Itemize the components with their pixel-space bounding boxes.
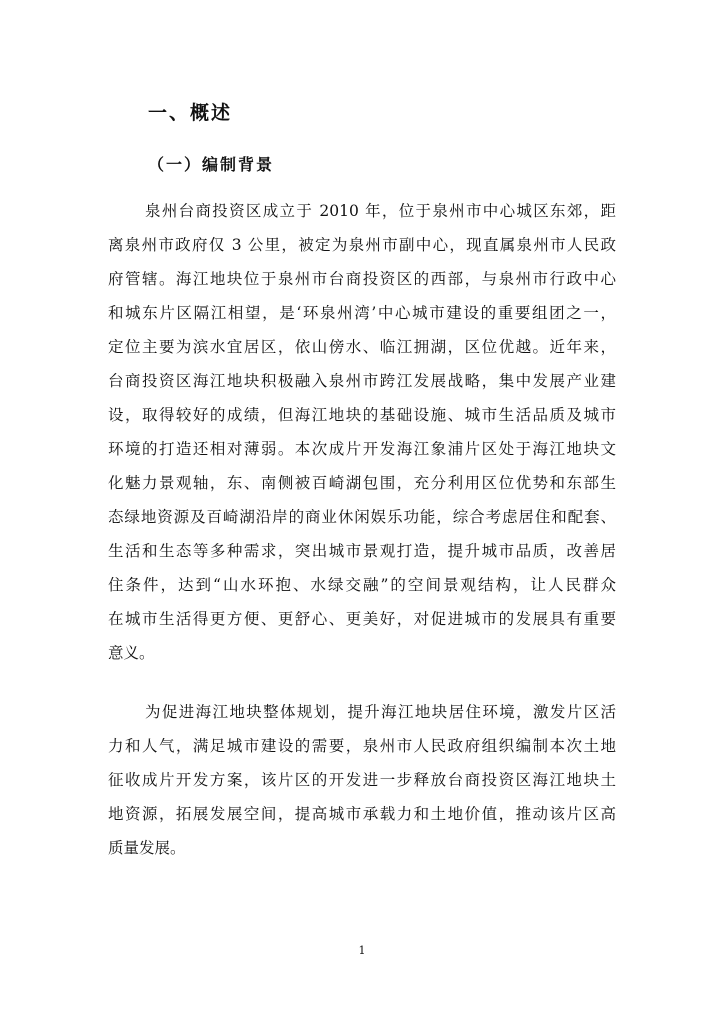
page-number: 1: [358, 944, 366, 957]
text-line: 化魅力景观轴，东、南侧被百崎湖包围，充分利用区位优势和东部生: [108, 474, 616, 492]
section-heading: 一、概述: [148, 102, 233, 124]
text-line: 意义。: [108, 644, 155, 662]
text-line: 质量发展。: [108, 839, 186, 857]
text-line: 住条件，达到“山水环抱、水绿交融”的空间景观结构，让人民群众: [108, 576, 616, 594]
text-line: 泉州台商投资区成立于 2010 年，位于泉州市中心城区东郊，距: [145, 202, 616, 220]
text-line: 为促进海江地块整体规划，提升海江地块居住环境，激发片区活: [145, 703, 616, 721]
text-line: 府管辖。海江地块位于泉州市台商投资区的西部，与泉州市行政中心: [108, 270, 616, 288]
text-line: 台商投资区海江地块积极融入泉州市跨江发展战略，集中发展产业建: [108, 372, 616, 390]
text-line: 态绿地资源及百崎湖沿岸的商业休闲娱乐功能，综合考虑居住和配套、: [108, 508, 616, 526]
text-line: 力和人气，满足城市建设的需要，泉州市人民政府组织编制本次土地: [108, 737, 616, 755]
subsection-heading: （一）编制背景: [148, 155, 275, 174]
text-line: 生活和生态等多种需求，突出城市景观打造，提升城市品质，改善居: [108, 542, 616, 560]
text-line: 在城市生活得更方便、更舒心、更美好，对促进城市的发展具有重要: [108, 610, 616, 628]
text-line: 和城东片区隔江相望，是‘环泉州湾’中心城市建设的重要组团之一，: [108, 304, 616, 322]
text-line: 环境的打造还相对薄弱。本次成片开发海江象浦片区处于海江地块文: [108, 440, 616, 458]
text-line: 地资源，拓展发展空间，提高城市承载力和土地价值，推动该片区高: [108, 805, 616, 823]
text-line: 征收成片开发方案，该片区的开发进一步释放台商投资区海江地块土: [108, 771, 616, 789]
text-line: 定位主要为滨水宜居区，依山傍水、临江拥湖，区位优越。近年来，: [108, 338, 616, 356]
text-line: 离泉州市政府仅 3 公里，被定为泉州市副中心，现直属泉州市人民政: [108, 236, 616, 254]
text-line: 设，取得较好的成绩，但海江地块的基础设施、城市生活品质及城市: [108, 406, 616, 424]
